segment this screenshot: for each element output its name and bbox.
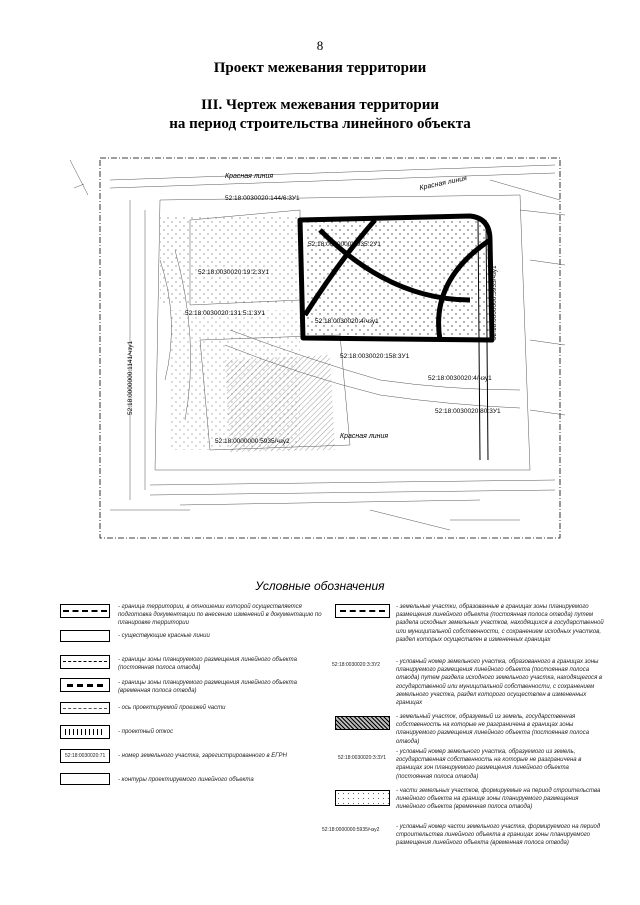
legend-title: Условные обозначения — [255, 579, 385, 593]
legend-right-2: - условный номер земельного участка, образованного в границах зоны планируемого размещения линейного объекта (постоянная полоса отвода) путем раздела исходного земельного участка, находящегося в государственной или муниципальной собственности, с сохранением земельного участка, раздел которого осуществлен в измененных границах — [396, 659, 603, 707]
legend-left-4: - границы зоны планируемого размещения линейного объекта (временная полоса отвода) — [118, 680, 297, 695]
background-linework — [70, 160, 565, 530]
cad-label-mid: 52:18:0030020:131:5:1:3У1 — [185, 310, 266, 317]
legend-left-2: - существующие красные линии — [118, 633, 210, 639]
symbol-temporary-zone — [60, 678, 110, 692]
legend-left-1: - граница территории, в отношении которой осуществляется подготовка документации по внесению изменений в документацию по планировке территории — [118, 604, 322, 627]
document-title: Проект межевания территории — [213, 60, 427, 76]
cad-label-158: 52:18:0030020:158:3У1 — [340, 353, 410, 360]
site-plan-drawing — [50, 140, 590, 560]
legend-right-3: - земельный участок, образуемый из земель, государственная собственность на которые не разграничена в границах зоны планируемого размещения линейного объекта (постоянная полоса отвода) — [396, 714, 590, 745]
symbol-label-2: 52:18:0030020:З:ЗУ2 — [332, 662, 381, 668]
legend-left-5: - ось проектируемой проезжей части — [118, 705, 226, 711]
legend-left-6: - проектный откос — [118, 729, 174, 735]
red-line-label-1: Красная линия — [225, 173, 274, 180]
legend-right-6: - условный номер части земельного участка, формируемого на период строительства линейного объекта в границах зоны планируемого размещения линейного объекта (временная полоса отвода) — [396, 824, 601, 847]
red-line-label-3: Красная линия — [340, 433, 389, 440]
symbol-object-contour — [60, 773, 110, 785]
legend-left-8: - контуры проектируемого линейного объекта — [118, 777, 254, 783]
symbol-label-6: 52:18:0000000:5935/чзу2 — [322, 827, 380, 833]
page-number: 8 — [316, 38, 324, 53]
red-line-label-2: Красная линия — [418, 175, 468, 192]
legend-right-5: - части земельных участков, формируемые на период строительства линейного объекта на границе зоны планируемого размещения линейного объекта (временная полоса отвода) — [396, 788, 601, 811]
symbol-territory-boundary — [60, 604, 110, 618]
cad-label-center: 52:18:0030020:4/чзу1 — [315, 318, 379, 325]
symbol-registered-plot-label: 52:18:0030020:71 — [65, 753, 106, 759]
symbol-registered-plot — [60, 749, 110, 763]
symbol-label-4: 52:18:0030020:З:ЗУ1 — [338, 755, 387, 761]
symbol-road-axis — [60, 702, 110, 714]
cad-label-cross: 52:18:0000000:5935:2У1 — [308, 241, 381, 248]
symbol-slope — [60, 725, 110, 739]
cad-label-right-low: 52:18:0030020:4/чзу1 — [428, 375, 492, 382]
subtitle-line-2: на период строительства линейного объекта — [169, 116, 471, 132]
cad-label-bottom-right: 52:18:0030020:80:3У1 — [435, 408, 501, 415]
symbol-red-line — [60, 630, 110, 642]
cad-label-bottom: 52:18:0000000:5935/чзу2 — [215, 438, 290, 445]
land-plot-dots-left — [160, 215, 300, 305]
symbol-permanent-zone — [60, 655, 110, 669]
legend-right-1: - земельные участки, образованные в границах зоны планируемого размещения линейного объекта (постоянная полоса отвода) путем раздела исходных земельных участков, находящихся в государственной или муниципальной собственности, с сохранением исходных участков, раздел которых осуществлен в измененных границах — [396, 604, 604, 643]
symbol-divided-plots — [335, 604, 390, 618]
cad-label-top: 52:18:0030020:144/6:3У1 — [225, 195, 300, 202]
document-subtitle — [0, 96, 640, 134]
symbol-temporary-parts — [335, 790, 390, 806]
symbol-ungraded-land — [335, 716, 390, 730]
legend-left-7: - номер земельного участка, зарегистрированного в ЕГРН — [118, 753, 287, 759]
cad-label-vertical-right: 52:18:0000000:5935/чзу1 — [491, 265, 498, 340]
legend-right-4: - условный номер земельного участка, образуемого из земель, государственная собственность на которые не разграничена в границах зон планируемого размещения линейного объекта (постоянная полоса отвода) — [396, 749, 582, 780]
cad-label-left: 52:18:0030020:19:2:3У1 — [198, 269, 269, 276]
cad-label-vertical-left: 52:18:0000000:1141/чзу1 — [127, 340, 134, 415]
subtitle-line-1: III. Чертеж межевания территории — [200, 97, 440, 113]
legend-left-3: - границы зоны планируемого размещения линейного объекта (постоянная полоса отвода) — [118, 657, 297, 672]
